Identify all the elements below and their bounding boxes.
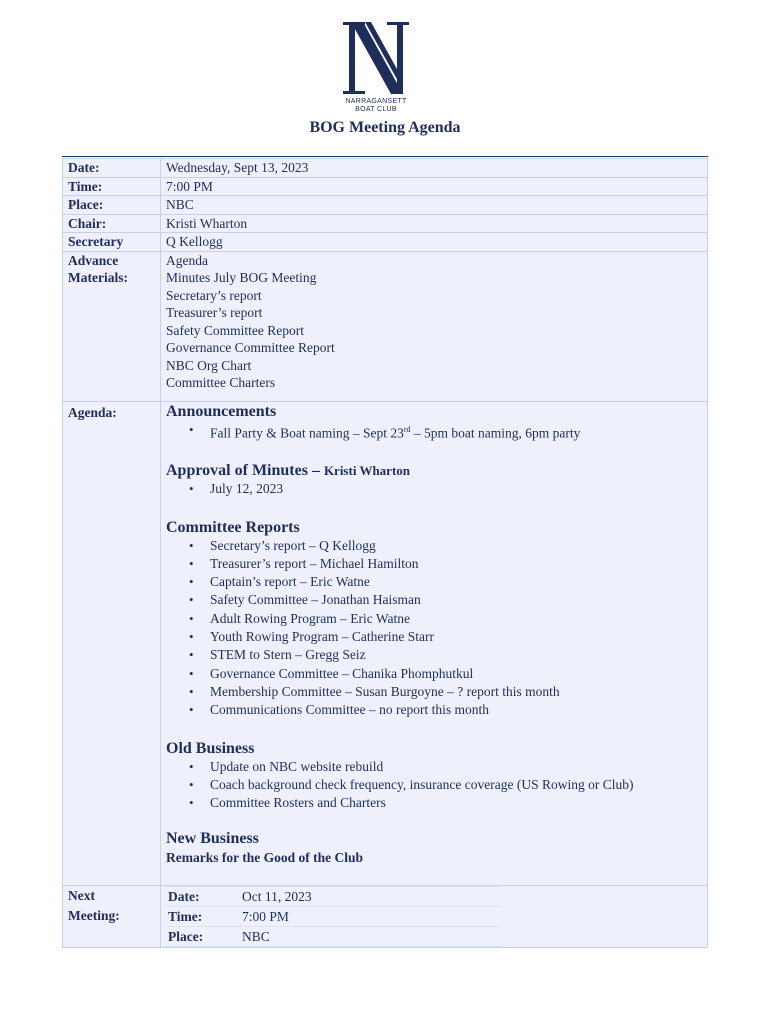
list-item: • Safety Committee – Jonathan Haisman	[210, 591, 703, 609]
page-title: BOG Meeting Agenda	[309, 119, 461, 136]
place-value: NBC	[161, 196, 708, 215]
logo-line-2: BOAT CLUB	[355, 106, 397, 113]
next-meeting-row	[63, 886, 708, 948]
announcement-rest: – 5pm boat naming, 6pm party	[410, 425, 581, 440]
next-place-label: Place:	[164, 927, 238, 947]
place-label: Place:	[63, 196, 161, 215]
material-item: Minutes July BOG Meeting	[166, 270, 317, 285]
agenda-content	[161, 401, 708, 886]
secretary-row	[63, 233, 708, 252]
old-business-heading: Old Business	[166, 739, 255, 757]
announcement-ordinal: rd	[403, 424, 411, 434]
time-label: Time:	[63, 177, 161, 196]
material-item: Committee Charters	[166, 375, 276, 390]
next-date-row	[164, 887, 501, 907]
material-item: Secretary’s report	[166, 287, 262, 303]
chair-row	[63, 214, 708, 233]
minutes-heading-chair: Kristi Wharton	[323, 463, 411, 479]
chair-label: Chair:	[63, 214, 161, 233]
announcements-heading: Announcements	[166, 402, 277, 420]
list-item: • Communications Committee – no report this month	[210, 701, 703, 719]
list-item: • Update on NBC website rebuild	[210, 758, 703, 776]
material-item: NBC Org Chart	[166, 357, 252, 373]
remarks-line: Remarks for the Good of the Club	[166, 850, 363, 866]
list-item: • Youth Rowing Program – Catherine Starr	[210, 628, 703, 646]
list-item: • Membership Committee – Susan Burgoyne – ? report this month	[210, 683, 703, 701]
next-time-value: 7:00 PM	[238, 907, 501, 927]
advance-label-line-2: Materials:	[68, 270, 128, 285]
chair-value: Kristi Wharton	[161, 214, 708, 233]
old-business-list	[166, 758, 703, 813]
list-item: • Adult Rowing Program – Eric Watne	[210, 610, 703, 628]
next-place-row	[164, 927, 501, 947]
list-item: • Captain’s report – Eric Watne	[210, 573, 703, 591]
announcements-list	[166, 421, 703, 443]
agenda-table	[62, 158, 708, 948]
title-divider	[62, 156, 708, 157]
list-item: • Treasurer’s report – Michael Hamilton	[210, 555, 703, 573]
secretary-value: Q Kellogg	[161, 233, 708, 252]
date-row	[63, 159, 708, 178]
material-item: Safety Committee Report	[166, 322, 304, 338]
nbc-logo-mark	[341, 20, 411, 98]
place-row	[63, 196, 708, 215]
time-row	[63, 177, 708, 196]
advance-materials-label	[63, 251, 161, 401]
list-item: • Committee Rosters and Charters	[210, 794, 703, 812]
committee-reports-list	[166, 537, 703, 720]
advance-materials-list	[161, 251, 708, 401]
list-item: • July 12, 2023	[210, 480, 703, 498]
next-meeting-label	[63, 886, 161, 948]
minutes-heading	[166, 461, 703, 480]
next-date-label: Date:	[164, 887, 238, 907]
advance-label-line-1: Advance	[68, 252, 119, 268]
minutes-list	[166, 480, 703, 498]
agenda-label: Agenda:	[63, 401, 161, 886]
list-item: • Governance Committee – Chanika Phomphutkul	[210, 665, 703, 683]
announcement-text: Fall Party & Boat naming – Sept 23	[210, 425, 404, 440]
club-logo	[336, 20, 416, 120]
next-place-value: NBC	[238, 927, 501, 947]
next-time-row	[164, 907, 501, 927]
list-item: • Secretary’s report – Q Kellogg	[210, 537, 703, 555]
material-item: Governance Committee Report	[166, 340, 335, 355]
secretary-label: Secretary	[63, 233, 161, 252]
agenda-row	[63, 401, 708, 886]
next-time-label: Time:	[164, 907, 238, 927]
list-item: • STEM to Stern – Gregg Seiz	[210, 646, 703, 664]
material-item: Treasurer’s report	[166, 305, 263, 320]
advance-materials-row	[63, 251, 708, 401]
time-value: 7:00 PM	[161, 177, 708, 196]
next-label-line-2: Meeting:	[68, 908, 120, 924]
logo-line-1: NARRAGANSETT	[345, 98, 407, 105]
date-value: Wednesday, Sept 13, 2023	[161, 159, 708, 178]
list-item	[210, 421, 703, 443]
next-label-line-1: Next	[68, 888, 95, 904]
minutes-heading-text: Approval of Minutes –	[166, 462, 324, 480]
next-meeting-table	[164, 886, 501, 947]
committee-reports-heading: Committee Reports	[166, 518, 300, 536]
new-business-heading: New Business	[166, 830, 259, 848]
next-meeting-details	[161, 886, 708, 948]
date-label: Date:	[63, 159, 161, 178]
material-item: Agenda	[166, 252, 208, 268]
list-item: • Coach background check frequency, insurance coverage (US Rowing or Club)	[210, 776, 703, 794]
next-date-value: Oct 11, 2023	[238, 887, 501, 907]
